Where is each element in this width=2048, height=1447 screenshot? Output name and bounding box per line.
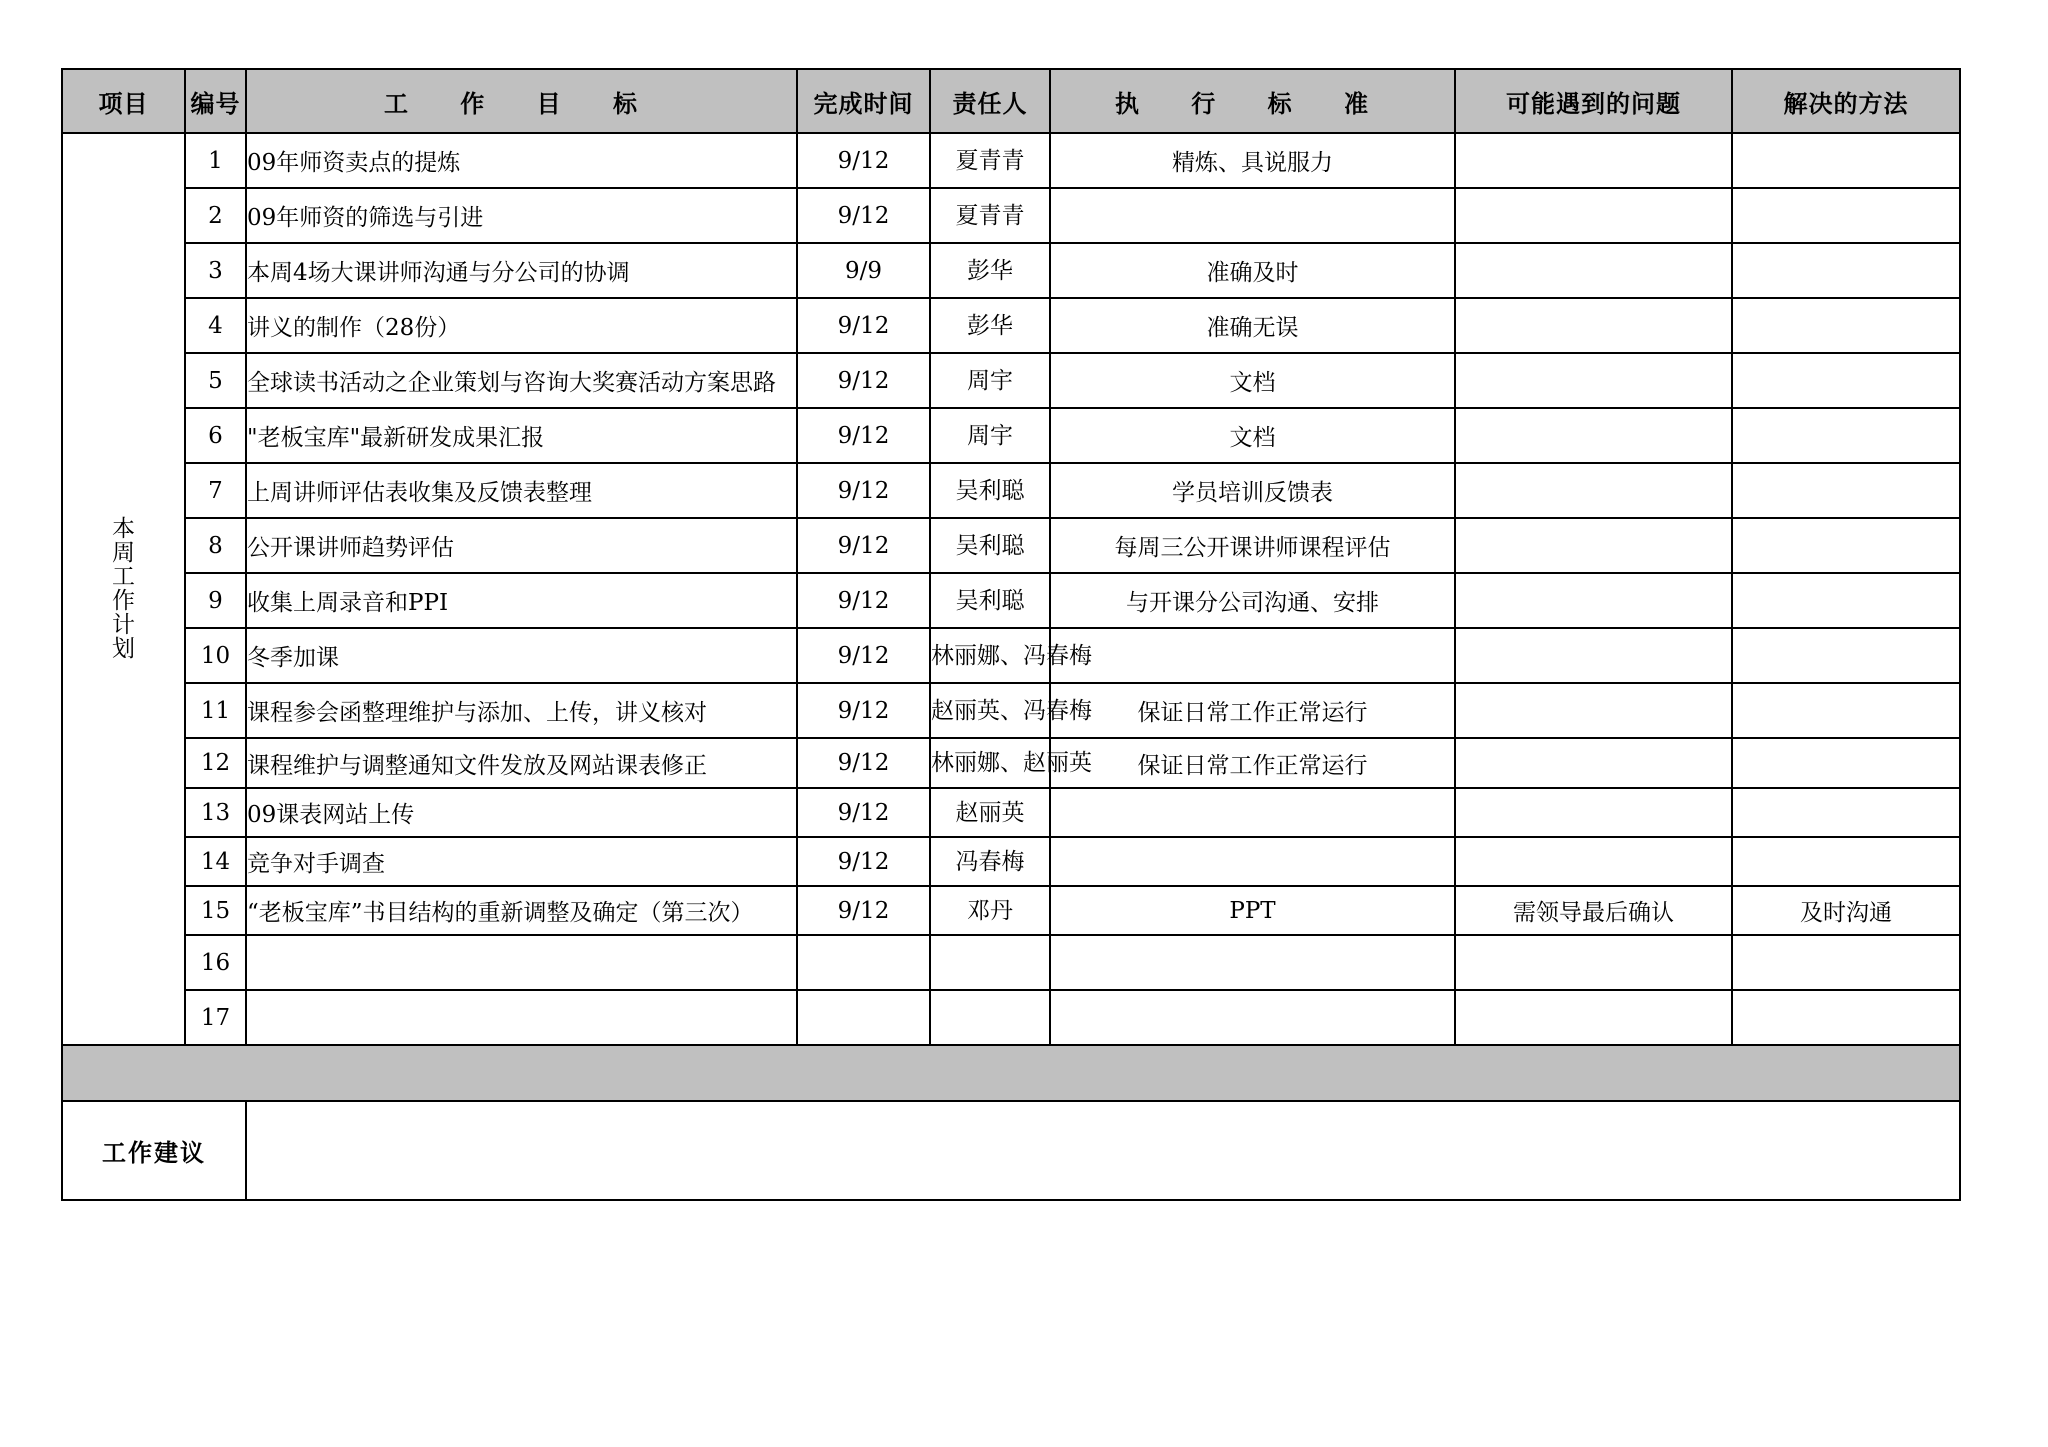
header-owner: 责任人 xyxy=(930,69,1050,133)
problem-cell xyxy=(1455,133,1732,188)
standard-cell: 学员培训反馈表 xyxy=(1050,463,1455,518)
due-date-cell xyxy=(797,990,930,1045)
solution-cell xyxy=(1732,353,1960,408)
goal-cell: “老板宝库”书目结构的重新调整及确定（第三次） xyxy=(246,886,797,935)
standard-cell xyxy=(1050,788,1455,837)
goal-cell: 09年师资的筛选与引进 xyxy=(246,188,797,243)
problem-cell xyxy=(1455,573,1732,628)
table-row xyxy=(62,353,1960,408)
solution-cell xyxy=(1732,628,1960,683)
goal-cell: 竞争对手调查 xyxy=(246,837,797,886)
goal-cell: 课程参会函整理维护与添加、上传，讲义核对 xyxy=(246,683,797,738)
separator-row xyxy=(62,1045,1960,1101)
solution-cell xyxy=(1732,408,1960,463)
row-number-cell: 1 xyxy=(185,133,246,188)
table-row xyxy=(62,298,1960,353)
due-date-cell: 9/12 xyxy=(797,886,930,935)
table-row xyxy=(62,990,1960,1045)
goal-cell: 上周讲师评估表收集及反馈表整理 xyxy=(246,463,797,518)
goal-cell: 冬季加课 xyxy=(246,628,797,683)
solution-cell: 及时沟通 xyxy=(1732,886,1960,935)
problem-cell xyxy=(1455,463,1732,518)
goal-cell: 本周4场大课讲师沟通与分公司的协调 xyxy=(246,243,797,298)
owner-cell: 夏青青 xyxy=(930,188,1050,243)
row-number-cell: 3 xyxy=(185,243,246,298)
goal-cell: 讲义的制作（28份） xyxy=(246,298,797,353)
row-number-cell: 7 xyxy=(185,463,246,518)
due-date-cell: 9/12 xyxy=(797,573,930,628)
table-row xyxy=(62,935,1960,990)
problem-cell xyxy=(1455,990,1732,1045)
solution-cell xyxy=(1732,738,1960,788)
problem-cell: 需领导最后确认 xyxy=(1455,886,1732,935)
table-row xyxy=(62,628,1960,683)
suggestion-label: 工作建议 xyxy=(62,1101,246,1200)
goal-cell: 课程维护与调整通知文件发放及网站课表修正 xyxy=(246,738,797,788)
due-date-cell: 9/9 xyxy=(797,243,930,298)
table-row xyxy=(62,408,1960,463)
owner-cell: 吴利聪 xyxy=(930,573,1050,628)
solution-cell xyxy=(1732,935,1960,990)
table-row xyxy=(62,837,1960,886)
solution-cell xyxy=(1732,518,1960,573)
goal-cell: 收集上周录音和PPI xyxy=(246,573,797,628)
row-number-cell: 11 xyxy=(185,683,246,738)
problem-cell xyxy=(1455,738,1732,788)
due-date-cell: 9/12 xyxy=(797,788,930,837)
standard-cell: 保证日常工作正常运行 xyxy=(1050,738,1455,788)
problem-cell xyxy=(1455,628,1732,683)
row-number-cell: 6 xyxy=(185,408,246,463)
table-row xyxy=(62,133,1960,188)
owner-cell: 冯春梅 xyxy=(930,837,1050,886)
row-number-cell: 17 xyxy=(185,990,246,1045)
goal-cell: 09年师资卖点的提炼 xyxy=(246,133,797,188)
problem-cell xyxy=(1455,408,1732,463)
standard-cell: 精炼、具说服力 xyxy=(1050,133,1455,188)
header-row xyxy=(62,69,1960,133)
row-number-cell: 12 xyxy=(185,738,246,788)
header-number: 编号 xyxy=(185,69,246,133)
owner-cell: 赵丽英、冯春梅 xyxy=(930,683,1050,738)
row-number-cell: 8 xyxy=(185,518,246,573)
due-date-cell: 9/12 xyxy=(797,298,930,353)
owner-cell: 周宇 xyxy=(930,353,1050,408)
plan-body xyxy=(62,133,1960,1200)
table-row xyxy=(62,788,1960,837)
due-date-cell: 9/12 xyxy=(797,518,930,573)
goal-cell: "老板宝库"最新研发成果汇报 xyxy=(246,408,797,463)
owner-cell: 邓丹 xyxy=(930,886,1050,935)
standard-cell xyxy=(1050,188,1455,243)
table-row xyxy=(62,518,1960,573)
solution-cell xyxy=(1732,788,1960,837)
table-row xyxy=(62,683,1960,738)
row-number-cell: 5 xyxy=(185,353,246,408)
standard-cell: 文档 xyxy=(1050,408,1455,463)
row-number-cell: 15 xyxy=(185,886,246,935)
solution-cell xyxy=(1732,298,1960,353)
owner-cell: 彭华 xyxy=(930,243,1050,298)
goal-cell xyxy=(246,935,797,990)
header-goal: 工 作 目 标 xyxy=(246,69,797,133)
due-date-cell xyxy=(797,935,930,990)
goal-cell xyxy=(246,990,797,1045)
row-number-cell: 14 xyxy=(185,837,246,886)
due-date-cell: 9/12 xyxy=(797,683,930,738)
solution-cell xyxy=(1732,463,1960,518)
solution-cell xyxy=(1732,243,1960,298)
goal-cell: 09课表网站上传 xyxy=(246,788,797,837)
row-number-cell: 4 xyxy=(185,298,246,353)
problem-cell xyxy=(1455,353,1732,408)
category-label: 本周工作计划 xyxy=(112,516,135,662)
standard-cell xyxy=(1050,990,1455,1045)
standard-cell xyxy=(1050,935,1455,990)
due-date-cell: 9/12 xyxy=(797,188,930,243)
row-number-cell: 16 xyxy=(185,935,246,990)
solution-cell xyxy=(1732,990,1960,1045)
owner-cell: 赵丽英 xyxy=(930,788,1050,837)
standard-cell: 文档 xyxy=(1050,353,1455,408)
standard-cell: PPT xyxy=(1050,886,1455,935)
due-date-cell: 9/12 xyxy=(797,738,930,788)
owner-cell: 吴利聪 xyxy=(930,518,1050,573)
problem-cell xyxy=(1455,243,1732,298)
header-project: 项目 xyxy=(62,69,185,133)
category-cell xyxy=(62,133,185,1045)
table-row xyxy=(62,573,1960,628)
suggestion-row xyxy=(62,1101,1960,1200)
problem-cell xyxy=(1455,788,1732,837)
problem-cell xyxy=(1455,935,1732,990)
separator-cell xyxy=(62,1045,1960,1101)
table-row xyxy=(62,738,1960,788)
owner-cell: 夏青青 xyxy=(930,133,1050,188)
owner-cell xyxy=(930,935,1050,990)
table-row xyxy=(62,463,1960,518)
work-plan-table xyxy=(61,68,1961,1201)
owner-cell: 林丽娜、赵丽英 xyxy=(930,738,1050,788)
owner-cell: 彭华 xyxy=(930,298,1050,353)
goal-cell: 公开课讲师趋势评估 xyxy=(246,518,797,573)
standard-cell xyxy=(1050,628,1455,683)
due-date-cell: 9/12 xyxy=(797,408,930,463)
header-due: 完成时间 xyxy=(797,69,930,133)
table-row xyxy=(62,886,1960,935)
solution-cell xyxy=(1732,133,1960,188)
solution-cell xyxy=(1732,573,1960,628)
header-standard: 执 行 标 准 xyxy=(1050,69,1455,133)
owner-cell: 吴利聪 xyxy=(930,463,1050,518)
owner-cell: 林丽娜、冯春梅 xyxy=(930,628,1050,683)
header-problems: 可能遇到的问题 xyxy=(1455,69,1732,133)
problem-cell xyxy=(1455,188,1732,243)
standard-cell: 与开课分公司沟通、安排 xyxy=(1050,573,1455,628)
header-solutions: 解决的方法 xyxy=(1732,69,1960,133)
owner-cell: 周宇 xyxy=(930,408,1050,463)
row-number-cell: 10 xyxy=(185,628,246,683)
standard-cell: 保证日常工作正常运行 xyxy=(1050,683,1455,738)
problem-cell xyxy=(1455,298,1732,353)
problem-cell xyxy=(1455,683,1732,738)
row-number-cell: 13 xyxy=(185,788,246,837)
goal-cell: 全球读书活动之企业策划与咨询大奖赛活动方案思路 xyxy=(246,353,797,408)
solution-cell xyxy=(1732,837,1960,886)
solution-cell xyxy=(1732,683,1960,738)
due-date-cell: 9/12 xyxy=(797,463,930,518)
standard-cell xyxy=(1050,837,1455,886)
suggestion-content[interactable] xyxy=(246,1101,1960,1200)
solution-cell xyxy=(1732,188,1960,243)
standard-cell: 每周三公开课讲师课程评估 xyxy=(1050,518,1455,573)
table-row xyxy=(62,243,1960,298)
owner-cell xyxy=(930,990,1050,1045)
row-number-cell: 2 xyxy=(185,188,246,243)
standard-cell: 准确及时 xyxy=(1050,243,1455,298)
table-row xyxy=(62,188,1960,243)
row-number-cell: 9 xyxy=(185,573,246,628)
standard-cell: 准确无误 xyxy=(1050,298,1455,353)
due-date-cell: 9/12 xyxy=(797,628,930,683)
due-date-cell: 9/12 xyxy=(797,353,930,408)
due-date-cell: 9/12 xyxy=(797,837,930,886)
due-date-cell: 9/12 xyxy=(797,133,930,188)
problem-cell xyxy=(1455,518,1732,573)
problem-cell xyxy=(1455,837,1732,886)
